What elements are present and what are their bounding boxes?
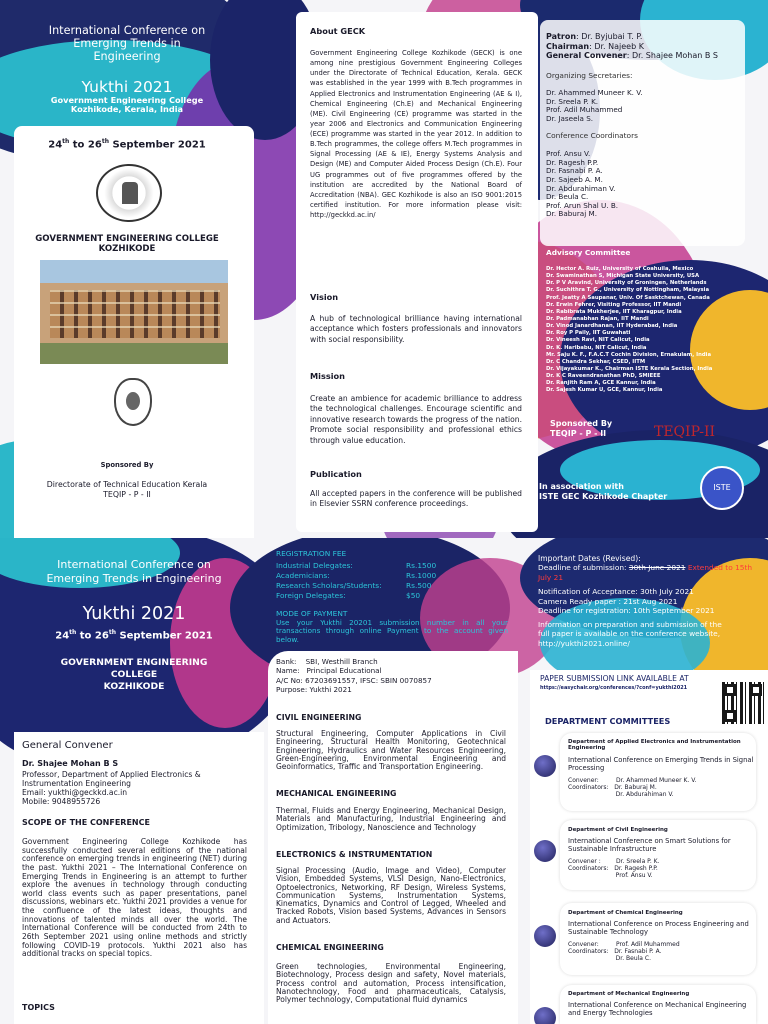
p1-title: International Conference on Emerging Trends in Engineering (48, 24, 206, 64)
fee-row: Academicians: Rs.1000 (276, 570, 437, 580)
vision-text: A hub of technological brilliance having international acceptance which fosters professionals and innovators with social responsibility. (310, 314, 522, 344)
gc-heading: General Convener (22, 740, 113, 751)
ei-heading: ELECTRONICS & INSTRUMENTATION (276, 850, 433, 859)
scope-heading: SCOPE OF THE CONFERENCE (22, 818, 150, 827)
dept-people: Convener : Dr. Sreela P. K. Coordinators: Dr. Ragesh P.P. Prof. Ansu V. (568, 858, 660, 880)
p1-date: 24th to 26th September 2021 (48, 138, 206, 151)
fee-row: Research Scholars/Students: Rs.500 (276, 580, 432, 590)
p3-assoc: In association with ISTE GEC Kozhikode Chapter (539, 482, 668, 501)
mech-text: Thermal, Fluids and Energy Engineering, Mechanical Design, Materials and Manufacturing, Industrial Engineering and Optimization, Tribology, Nanoscience and Technology (276, 806, 506, 832)
topics-heading: TOPICS (22, 1003, 55, 1012)
dept-bullet-icon (534, 1007, 556, 1024)
dept-conf: International Conference on Mechanical Engineering and Energy Technologies (568, 1001, 747, 1017)
chem-text: Green technologies, Environmental Engineering, Biotechnology, Process design and safety, Novel materials, Process control and automation, Process intensification, Nanotechnology, Food and pharmaceuticals, Catalysis, Polymer technology, Computational fluid dynamics (276, 962, 506, 1004)
imp-heading: Important Dates (Revised): (538, 554, 641, 563)
gc-info: Professor, Department of Applied Electronics & Instrumentation Engineering Email: yukthi@geckkd.ac.in Mobile: 9048955726 (22, 770, 201, 806)
iste-logo: ISTE (700, 466, 744, 510)
scope-text: Government Engineering College Kozhikode has successfully conducted several editions of the national conference on emerging trends in engineering (NET) during the past. Yukthi 2021 – The International Conference on Emerging Trends in Engineering is an attempt to further explore the avenues in technology through conducting world class events such as paper presentations, panel discussions, webinars etc. Yukthi 2021 provides a venue for the confluence of the latest ideas, thoughts and innovations of talented minds all over the world. The International Conference will be conducted from 24th to 26th September 2021 using online methods and strictly following COVID-19 protocols. Yukthi 2021 also has additional tracks on special topics. (22, 837, 247, 959)
deadline-line: Deadline of submission: 30th June 2021 Extended to 15th July 21 (538, 563, 753, 582)
dept-card (560, 820, 756, 890)
dates-list: Notification of Acceptance: 30th July 2021 Camera Ready paper : 21st Aug 2021 Deadline for registration: 10th September 2021 (538, 587, 715, 616)
dept-card (560, 903, 756, 975)
p1-sponsored-by: Sponsored By (100, 461, 154, 469)
adv-heading: Advisory Committee (546, 248, 631, 257)
p1-college: Government Engineering College Kozhikode, Kerala, India (50, 95, 204, 115)
mode-heading: MODE OF PAYMENT (276, 609, 348, 618)
adv-list: Dr. Hector A. Ruiz, University of Coahuila, Mexico Dr. Swaminathan S, Michigan State University, USA Dr. P V Aravind, University of Groningen, Netherlands Dr. Suchithra T. G., University of Nottingham, Malaysia Prof. Jeatty A Saupanar, Univ. Of Sasktchewan, Canada Dr. Erwin Fehrer, Visiting Professor, IIT Mandi Dr. Rabibrata Mukherjee, IIT Kharagpur, India Dr. Padmanabhan Rajan, IIT Mandi Dr. Vinod Janardhanan, IIT Hyderabad, India Dr. Roy P Paily, IIT Guwahati Dr. Vineesh Ravi, NIT Calicut, India Dr. K. Haribabu, NIT Calicut, India Mr. Saju K. F., F.A.C.T Cochin Division, Ernakulam, India Dr. C Chandra Sekhar, CSED, IITM Dr. Vijayakumar K., Chairman ISTE Kerala Section, India Dr. K C Raveendranathan PhD, SMIEEE Dr. Ranjith Ram A, GCE Kannur, India Dr. Sajesh Kumar U, GCE, Kannur, India (546, 266, 713, 394)
dept-name: Department of Chemical Engineering (568, 910, 683, 916)
p1-college-caps: GOVERNMENT ENGINEERING COLLEGE KOZHIKODE (35, 234, 219, 255)
org-list: Dr. Ahammed Muneer K. V. Dr. Sreela P. K. Prof. Adil Muhammed Dr. Jaseela S. (546, 88, 643, 123)
sub-heading: PAPER SUBMISSION LINK AVAILABLE AT (540, 674, 689, 683)
dept-name: Department of Civil Engineering (568, 827, 668, 833)
about-heading: About GECK (310, 26, 366, 36)
dept-card (560, 733, 756, 811)
dept-bullet-icon (534, 840, 556, 862)
civil-heading: CIVIL ENGINEERING (276, 713, 362, 722)
about-text: Government Engineering College Kozhikode (GECK) is one among nine prestigious Government Engineering Colleges under the Directorate of Technical Education, Kerala. GECK was established in the year 1999 with B.Tech programmes in Applied Electronics and Instrumentation Engineering (AE & I), Chemical Engineering (Ch.E) and Mechanical Engineering (ME). Civil Engineering (CE) programme was started in the year 2006 and Electronics and Communication Engineering (ECE) programme was started in the year 2012. In addition to B.Tech programmes, the college offers M.Tech programmes in Signal Processing (AE & IE), Energy Systems Analysis and Design (ME) and Computer Aided Process Design (Ch.E). Four UG programmes out of five programmes offered by the institution are accredited by the National Board of Accreditation (NBA). GEC Kozhikode is also an ISO 9001:2015 certified institution. For more information please visit: http://geckkd.ac.in/ (310, 49, 522, 219)
p4-date: 24th to 26th September 2021 (55, 629, 213, 642)
kerala-emblem (114, 378, 152, 426)
ei-text: Signal Processing (Audio, Image and Video), Computer Vision, Embedded Systems, VLSI Design, Nano-Electronics, Optoelectronics, Networking, RF Design, Wireless Systems, Communication Systems, Instrumentation Systems, Kinematics, Dynamics and Control of Legged, Wheeled and Tracked Robots, Vision based Systems, Advances in Sensors and Actuators. (276, 866, 506, 925)
dept-conf: International Conference on Process Engineering and Sustainable Technology (568, 920, 749, 936)
p4-title: International Conference on Emerging Trends in Engineering (46, 558, 222, 586)
coord-list: Prof. Ansu V. Dr. Ragesh P.P. Dr. Fasnabi P. A. Dr. Sajeeb A. M. Dr. Abdurahiman V. Dr. Beula C. Prof. Arun Shal U. B. Dr. Baburaj M. (546, 149, 619, 219)
dept-conf: International Conference on Smart Solutions for Sustainable Infrastructure (568, 837, 731, 853)
publication-heading: Publication (310, 469, 362, 479)
dept-conf: International Conference on Emerging Trends in Signal Processing (568, 756, 754, 772)
mode-text: Use your Yukthi 20201 submission number in all your transactions through online Payment to the account given below. (276, 618, 508, 644)
p4-college: GOVERNMENT ENGINEERING COLLEGE KOZHIKODE (60, 657, 208, 692)
p1-yukthi: Yukthi 2021 (81, 78, 173, 96)
publication-text: All accepted papers in the conference will be published in Elsevier SSRN conference proceedings. (310, 489, 522, 508)
dept-people: Convener: Prof. Adil Muhammed Coordinators: Dr. Fasnabi P. A. Dr. Beula C. (568, 941, 680, 963)
fee-row: Industrial Delegates: Rs.1500 (276, 561, 437, 570)
mission-heading: Mission (310, 371, 345, 381)
dept-card (560, 985, 756, 1024)
dept-people: Convener: Dr. Ahammed Muneer K. V. Coordinators: Dr. Baburaj M. Dr. Abdurahiman V. (568, 777, 697, 799)
gc-name: Dr. Shajee Mohan B S (22, 759, 119, 768)
college-photo (40, 260, 228, 364)
bank-info: Bank: SBI, Westhill Branch Name: Principal Educational A/C No: 67203691557, IFSC: SBIN 0070857 Purpose: Yukthi 2021 (276, 657, 432, 695)
p1-sponsor: Directorate of Technical Education Kerala TEQIP - P - II (46, 480, 208, 499)
patron-line: Patron: Dr. Byjubai T. P. Chairman: Dr. Najeeb K General Convener: Dr. Shajee Mohan B S (546, 32, 718, 61)
dept-bullet-icon (534, 925, 556, 947)
coord-heading: Conference Coordinators (546, 131, 638, 140)
dept-bullet-icon (534, 755, 556, 777)
info-text: Information on preparation and submission of the full paper is available on the conference website, http://yukthi2021.online/ (538, 620, 722, 648)
qr-code[interactable] (722, 682, 764, 724)
chem-heading: CHEMICAL ENGINEERING (276, 943, 384, 952)
sub-link[interactable]: https://easychair.org/conferences/?conf=yukthi2021 (540, 685, 688, 691)
p3-sponsored: Sponsored By TEQIP - P - II (550, 419, 613, 438)
vision-heading: Vision (310, 292, 339, 302)
reg-heading: REGISTRATION FEE (276, 549, 347, 558)
civil-text: Structural Engineering, Computer Applications in Civil Engineering, Structural Health Monitoring, Geotechnical Engineering, Hydraulics and Water Resources Engineering, Green-Engineering, Environmental Engineering and Geoinformatics, Traffic and Transportation Engineering. (276, 729, 506, 771)
mission-text: Create an ambience for academic brilliance to address the technological challenges. Encourage scientific and innovative research towards the progress of the nation. Promote social responsibility and professional ethics through value education. (310, 394, 522, 445)
college-emblem (96, 164, 162, 222)
dept-name: Department of Applied Electronics and Instrumentation Engineering (568, 739, 741, 752)
org-heading: Organizing Secretaries: (546, 71, 633, 80)
dept-name: Department of Mechanical Engineering (568, 991, 690, 997)
fee-row: Foreign Delegates: $50 (276, 590, 421, 600)
teqip-logo: TEQIP-II (654, 424, 716, 440)
mech-heading: MECHANICAL ENGINEERING (276, 789, 397, 798)
p4-yukthi: Yukthi 2021 (82, 604, 186, 624)
dept-heading: DEPARTMENT COMMITTEES (545, 716, 671, 726)
fee-table (276, 561, 466, 601)
